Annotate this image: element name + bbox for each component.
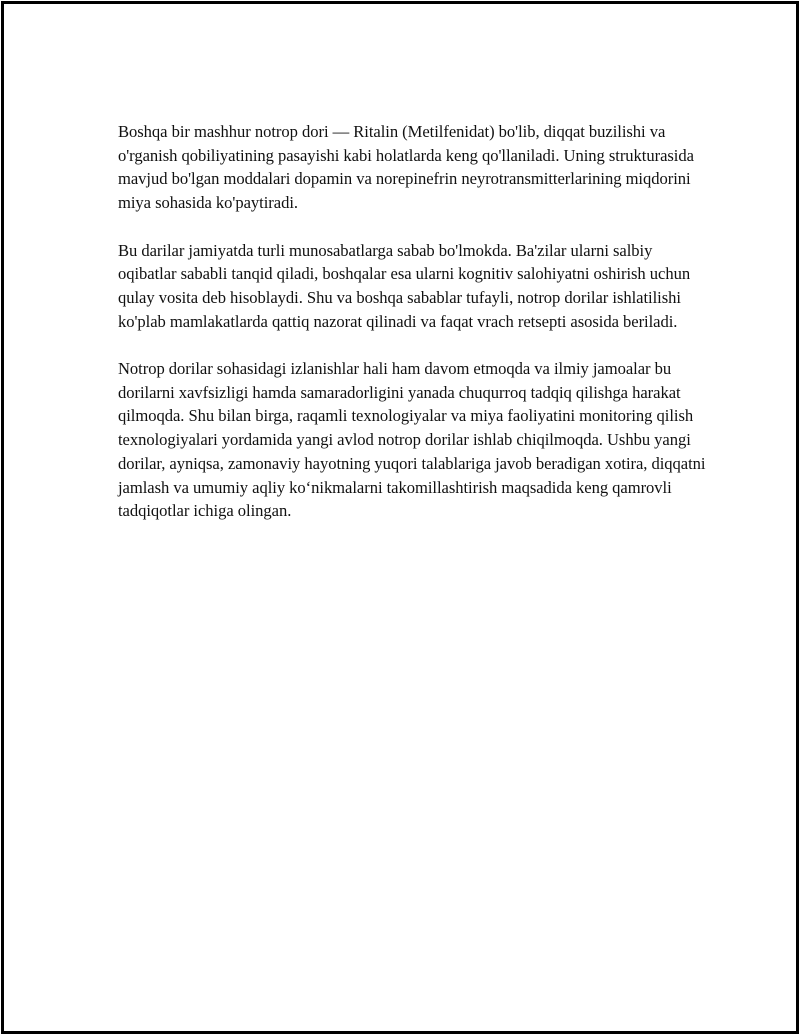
paragraph-2: Bu darilar jamiyatda turli munosabatlarga sabab bo'lmokda. Ba'zilar ularni salbiy oqibatlar sababli tanqid qiladi, boshqalar esa ularni kognitiv salohiyatni oshirish uchun qulay vosita deb hisoblaydi. Shu va boshqa sabablar tufayli, notrop dorilar ishlatilishi ko'plab mamlakatlarda qattiq nazorat qilinadi va faqat vrach retsepti asosida beriladi. xyxy=(118,240,691,331)
paragraph-1: Boshqa bir mashhur notrop dori — Ritalin (Metilfenidat) bo'lib, diqqat buzilishi va o'rganish qobiliyatining pasayishi kabi holatlarda keng qo'llaniladi. Uning strukturasida mavjud bo'lgan moddalari dopamin va norepinefrin neyrotransmitterlarining miqdorini miya sohasida ko'paytiradi. xyxy=(118,122,694,213)
document-body xyxy=(118,120,708,547)
paragraph-3: Notrop dorilar sohasidagi izlanishlar hali ham davom etmoqda va ilmiy jamoalar bu dorilarni xavfsizligi hamda samaradorligini yanada chuqurroq tadqiq qilishga harakat qilmoqda. Shu bilan birga, raqamli texnologiyalar va miya faoliyatini monitoring qilish texnologiyalari yordamida yangi avlod notrop dorilar ishlab chiqilmoqda. Ushbu yangi dorilar, ayniqsa, zamonaviy hayotning yuqori talablariga javob beradigan xotira, diqqatni jamlash va umumiy aqliy koʻnikmalarni takomillashtirish maqsadida keng qamrovli tadqiqotlar ichiga olingan. xyxy=(118,359,706,521)
page-frame xyxy=(1,1,799,1034)
